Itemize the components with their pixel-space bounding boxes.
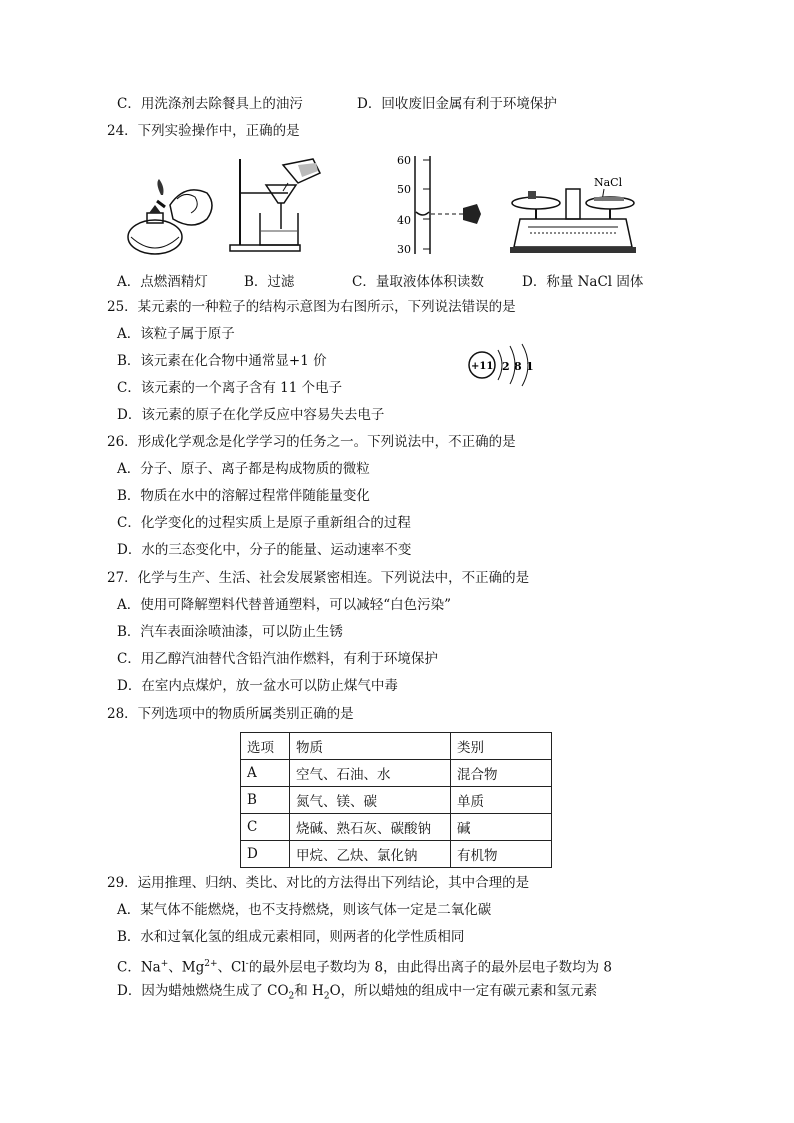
balance-label-nacl: NaCl <box>594 176 623 189</box>
header-category: 类别 <box>451 733 552 760</box>
q24-caption-b: B．过滤 <box>244 274 295 290</box>
fig-balance <box>508 175 638 257</box>
q27-option-d: D．在室内点煤炉，放一盆水可以防止煤气中毒 <box>117 678 398 694</box>
row-b-category: 单质 <box>451 787 552 814</box>
shell-3-electrons: 1 <box>526 360 534 373</box>
shell-1-electrons: 2 <box>502 360 510 373</box>
q29-option-a: A．某气体不能燃烧，也不支持燃烧，则该气体一定是二氧化碳 <box>117 902 492 918</box>
q29-stem: 29．运用推理、归纳、类比、对比的方法得出下列结论，其中合理的是 <box>107 875 530 891</box>
fig-alcohol-lamp <box>125 175 220 260</box>
cylinder-tick-30: 30 <box>397 243 411 256</box>
q27-option-b: B．汽车表面涂喷油漆，可以防止生锈 <box>117 624 343 640</box>
row-a-category: 混合物 <box>451 760 552 787</box>
fig-filtration <box>228 155 328 255</box>
q26-option-d: D．水的三态变化中，分子的能量、运动速率不变 <box>117 542 412 558</box>
q28-stem: 28．下列选项中的物质所属类别正确的是 <box>107 706 354 722</box>
q27-stem: 27．化学与生产、生活、社会发展紧密相连。下列说法中，不正确的是 <box>107 570 530 586</box>
row-d-category: 有机物 <box>451 841 552 868</box>
row-c-option: C <box>241 814 290 841</box>
cylinder-tick-40: 40 <box>397 214 411 227</box>
q24-caption-a: A．点燃酒精灯 <box>117 274 208 290</box>
row-d-option: D <box>241 841 290 868</box>
table-row <box>241 787 552 814</box>
q25-option-a: A．该粒子属于原子 <box>117 326 235 342</box>
q26-option-b: B．物质在水中的溶解过程常伴随能量变化 <box>117 488 370 504</box>
table-row <box>241 814 552 841</box>
row-b-substance: 氮气、镁、碳 <box>290 787 451 814</box>
q26-option-c: C．化学变化的过程实质上是原子重新组合的过程 <box>117 515 411 531</box>
q25-option-c: C．该元素的一个离子含有 11 个电子 <box>117 380 343 396</box>
row-a-option: A <box>241 760 290 787</box>
table-header-row <box>241 733 552 760</box>
atom-structure-diagram <box>466 340 546 390</box>
q25-stem: 25．某元素的一种粒子的结构示意图为右图所示，下列说法错误的是 <box>107 299 516 315</box>
row-c-category: 碱 <box>451 814 552 841</box>
q23-option-d: D．回收废旧金属有利于环境保护 <box>357 96 557 112</box>
row-a-substance: 空气、石油、水 <box>290 760 451 787</box>
q24-caption-d: D．称量 NaCl 固体 <box>522 274 644 290</box>
row-b-option: B <box>241 787 290 814</box>
q27-option-c: C．用乙醇汽油替代含铅汽油作燃料，有利于环境保护 <box>117 651 438 667</box>
q29-option-b: B．水和过氧化氢的组成元素相同，则两者的化学性质相同 <box>117 929 465 945</box>
q24-stem: 24．下列实验操作中，正确的是 <box>107 123 300 139</box>
header-option: 选项 <box>241 733 290 760</box>
q29-option-c: C．Na+、$Mg^{2+}$、Cl-的最外层电子数均为 8，由此得出离子的最外层电子数均为 8 <box>117 959 612 976</box>
fig-graduated-cylinder <box>385 152 495 257</box>
cylinder-tick-50: 50 <box>397 183 411 196</box>
nucleus-charge: +11 <box>471 361 494 372</box>
cylinder-tick-60: 60 <box>397 154 411 167</box>
table-row <box>241 841 552 868</box>
q25-option-d: D．该元素的原子在化学反应中容易失去电子 <box>117 407 385 423</box>
category-table <box>240 732 552 868</box>
shell-2-electrons: 8 <box>514 360 522 373</box>
q27-option-a: A．使用可降解塑料代替普通塑料，可以减轻“白色污染” <box>117 597 452 613</box>
q23-option-c: C．用洗涤剂去除餐具上的油污 <box>117 96 303 112</box>
row-c-substance: 烧碱、熟石灰、碳酸钠 <box>290 814 451 841</box>
row-d-substance: 甲烷、乙炔、氯化钠 <box>290 841 451 868</box>
q25-option-b: B．该元素在化合物中通常显+1 价 <box>117 353 327 369</box>
table-row <box>241 760 552 787</box>
q26-option-a: A．分子、原子、离子都是构成物质的微粒 <box>117 461 370 477</box>
q26-stem: 26．形成化学观念是化学学习的任务之一。下列说法中，不正确的是 <box>107 434 516 450</box>
q29-option-d: D．因为蜡烛燃烧生成了 $CO_2$和 $H_2O$，所以蜡烛的组成中一定有碳元素和氢元素 <box>117 983 598 1002</box>
q24-caption-c: C．量取液体体积读数 <box>352 274 484 290</box>
header-substance: 物质 <box>290 733 451 760</box>
